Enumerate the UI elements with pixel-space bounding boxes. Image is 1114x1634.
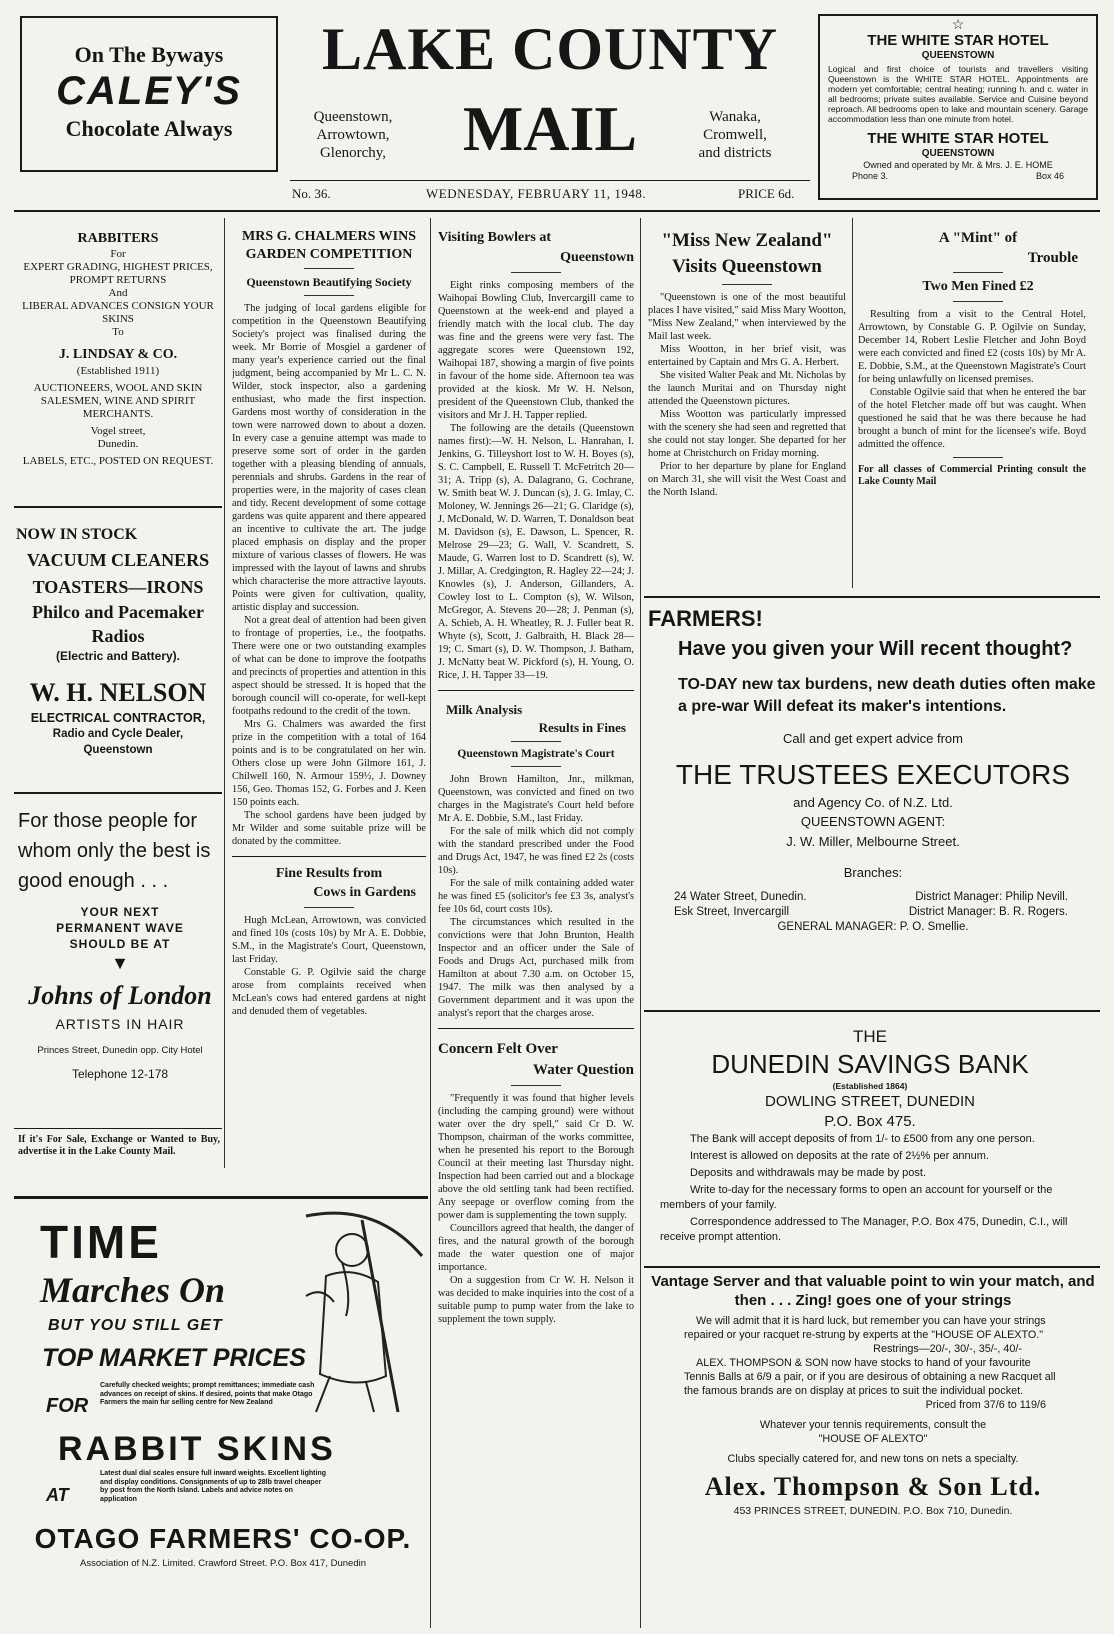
col1-rule-3 (14, 1128, 222, 1129)
hotel-title: THE WHITE STAR HOTEL (867, 32, 1049, 49)
bowlers-headline-b: Queenstown (560, 250, 634, 265)
water-head-rule (511, 1085, 561, 1086)
otago-top: TOP MARKET PRICES (42, 1344, 306, 1372)
col-rule-1 (224, 218, 225, 1168)
hotel-owner: Owned and operated by Mr. & Mrs. J. E. HOME (863, 160, 1053, 170)
bowlers-headline-a: Visiting Bowlers at (438, 230, 552, 245)
otago-rabbit: RABBIT SKINS (58, 1430, 336, 1468)
cows-p2: Constable G. P. Ogilvie said the charge arose from complaints received when McLean's cows had entered gardens at night and denuded them of vegetables. (232, 967, 426, 1017)
trustees-b2-left: Esk Street, Invercargill (674, 906, 790, 918)
hotel-body: Logical and first choice of tourists and travellers visiting Queenstown is the WHITE STAR HOTEL. Appointments are modern yet comfortable; central heating; running h. and c. water in all bedrooms; private suites available. Service and Cuisine beyond reproach. All bedrooms open to lake and mountain scenery. Garage accommodation less than one minute from hotel. (828, 64, 1088, 124)
water-p2: Councillors agreed that health, the danger of fires, and the natural growth of the borough made the water question one of major importance. (438, 1223, 634, 1273)
trustees-agent: QUEENSTOWN AGENT: (800, 814, 946, 829)
mint-headline-a: A "Mint" of (938, 230, 1018, 246)
col-rule-3 (640, 218, 641, 1628)
otago-name: OTAGO FARMERS' CO-OP. (34, 1523, 412, 1554)
trustees-branches: Branches: (843, 865, 903, 880)
star-icon: ☆ (951, 18, 965, 33)
bank-est: (Established 1864) (832, 1081, 908, 1091)
issue-number: No. 36. (292, 186, 331, 201)
johns-of-london-ad (18, 806, 222, 1126)
col-rule-2 (430, 218, 431, 1628)
masthead-title-bottom: MAIL (462, 93, 638, 164)
water-headline-b: Water Question (533, 1062, 634, 1078)
alexto-p1: We will admit that it is hard luck, but remember you can have your strings repaired or your racquet re-strung by experts at the "HOUSE OF ALEXTO." (684, 1315, 1046, 1341)
nelson-vac: VACUUM CLEANERS (26, 550, 210, 570)
miss-nz-p4: Miss Wootton was particularly impressed with the scenery she had seen and regretted that she could not stay longer. She departed for her home at Christchurch on Friday morning. (648, 409, 846, 459)
bank-p2: Interest is allowed on deposits at the rate of 2½% per annum. (690, 1150, 990, 1162)
cows-head-rule (304, 907, 354, 908)
bank-p3: Deposits and withdrawals may be made by post. (690, 1167, 927, 1179)
down-arrow-icon: ▼ (111, 953, 129, 973)
hotel-phone: Phone 3. (852, 171, 889, 181)
lindsay-title: RABBITERS (77, 231, 159, 246)
nelson-contr: ELECTRICAL CONTRACTOR, (30, 711, 206, 725)
bank-p1: The Bank will accept deposits of from 1/- to £500 from any one person. (690, 1133, 1035, 1145)
alexto-ad (648, 1272, 1098, 1630)
lindsay-l1: EXPERT GRADING, HIGHEST PRICES, PROMPT RETURNS (23, 261, 213, 286)
trustees-branch-2 (648, 905, 1098, 920)
otago-farmers-ad (18, 1206, 428, 1628)
alexto-addr: 453 PRINCES STREET, DUNEDIN. P.O. Box 710, Dunedin. (733, 1505, 1013, 1517)
miss-nz-body (648, 291, 846, 499)
water-headline-a: Concern Felt Over (438, 1041, 558, 1057)
miss-nz-headline-a: "Miss New Zealand" (661, 230, 833, 251)
johns-addr: Princes Street, Dunedin opp. City Hotel (37, 1045, 203, 1056)
miss-nz-p3: She visited Walter Peak and Mt. Nicholas by the launch Muritai and on Thursday night attended the Queenstown pictures. (648, 370, 846, 407)
bowlers-body (438, 279, 634, 682)
mint-p1: Resulting from a visit to the Central Hotel, Arrowtown, by Constable G. P. Ogilvie on Sunday, December 14, Robert Leslie Fletcher and John Boyd were each convicted and fined £2 (costs 10s) by Mr A. E. Dobbie, S.M., at the Queenstown Magistrate's Court for being unlawfully on licensed premises. (858, 309, 1086, 385)
col3-article (438, 228, 634, 1628)
nelson-toast: TOASTERS—IRONS (32, 577, 204, 597)
bank-body (660, 1132, 1080, 1245)
cows-p1: Hugh McLean, Arrowtown, was convicted and fined 10s (costs 10s) by Mr A. E. Dobbie, S.M., in the Magistrate's Court, Queenstown, last Friday. (232, 915, 426, 965)
mint-end-rule (953, 457, 1003, 458)
masthead-title-block (290, 14, 810, 190)
col4-article (648, 228, 846, 588)
johns-artists: ARTISTS IN HAIR (55, 1016, 185, 1032)
cows-body (232, 914, 426, 1018)
masthead-title-top: LAKE COUNTY (321, 16, 779, 82)
cows-headline-b: Cows in Gardens (313, 885, 416, 900)
trustees-b1-left: 24 Water Street, Dunedin. (674, 891, 807, 903)
col3-rule-1 (438, 690, 634, 691)
right-block-top-rule (644, 596, 1100, 598)
bank-the: THE (853, 1027, 887, 1046)
nelson-philco: Philco and Pacemaker Radios (32, 602, 204, 646)
otago-for-small: Carefully checked weights; prompt remittances; immediate cash advances on receipt of skins. If desired, points that make Otago Farmers the main fur selling centre for New Zealand (100, 1382, 315, 1406)
issue-date: WEDNESDAY, FEBRUARY 11, 1948. (426, 186, 647, 201)
milk-headline-a: Milk Analysis (446, 702, 523, 717)
col2-rule (232, 856, 426, 857)
garden-p3: Mrs G. Chalmers was awarded the first prize in the competition with a total of 164 points and is to be congratulated on her win. Others close up were John Gilmore 161, J. Chilwell 160, N. Armour 159½, J. Downey 156, Geo. Thomas 152, G. Forbes and J. Keen 150 points each. (232, 719, 426, 808)
milk-head-rule (511, 741, 561, 742)
trustees-gm: GENERAL MANAGER: P. O. Smellie. (777, 921, 969, 933)
caleys-ad (20, 16, 278, 172)
bank-bottom-rule (644, 1266, 1100, 1268)
bank-p4: Write to-day for the necessary forms to open an account for yourself or the members of your family. (660, 1184, 1053, 1211)
trustees-miller: J. W. Miller, Melbourne Street. (786, 834, 960, 849)
bank-p5: Correspondence addressed to The Manager, P.O. Box 475, Dunedin, C.I., will receive prompt attention. (660, 1216, 1068, 1243)
col-rule-4 (852, 218, 853, 588)
garden-subhead-rule (304, 295, 354, 296)
milk-p3: For the sale of milk containing added water he was fined £5 (solicitor's fee £3 3s, analyst's fee 10s 6d, court costs 10s). (438, 878, 634, 915)
garden-p4: The school gardens have been judged by Mr Wilder and some suitable prize will be donated by the committee. (232, 810, 426, 847)
cows-headline-a: Fine Results from (275, 866, 383, 881)
otago-at-small: Latest dual dial scales ensure full inward weights. Excellent lighting and display conditions. Consignments of up to 28lb travel cheaper by post from the North Island. Labels and advice notes on application (100, 1470, 326, 1503)
hotel-sub-2: QUEENSTOWN (921, 148, 995, 159)
lindsay-l3: AUCTIONEERS, WOOL AND SKIN SALESMEN, WINE AND SPIRIT MERCHANTS. (33, 382, 203, 420)
water-p1: "Frequently it was found that higher levels (including the camping ground) were without water over the dry spell," said Cr D. W. Thompson, chairman of the works committee, when he presented his report to the Borough Council at their meeting last Thursday night. Inspection had been carried out and a blockage above the old settling tank had been rectified. Any seepage or overflow coming from the power dam is supplementing the town supply. (438, 1093, 634, 1221)
lindsay-est: (Established 1911) (76, 365, 160, 377)
lindsay-for: For (110, 248, 126, 260)
trustees-today: TO-DAY new tax burdens, new death duties often make a pre-war Will defeat its maker's intentions. (678, 676, 1096, 715)
miss-nz-headline-b: Visits Queenstown (672, 256, 822, 277)
col5-filler: For all classes of Commercial Printing consult the Lake County Mail (858, 464, 1086, 487)
lindsay-to: To (112, 326, 124, 338)
garden-p1: The judging of local gardens eligible for competition in the Queenstown Beautifying Society's project was finalised during the week. Mr Borrie of Mosgiel a gardener of many year's experience carried out the final judgment, being accompanied by Mr L. C. N. Wilder, stock inspector, also a gardening enthusiast, who made the first inspection. Gardens most worthy of consideration in the town were narrowed down to about a dozen. In every case a genuine attempt was made to preserve some sort of order in the garden together with a pleasing blending of annuals, perennials and shrubs. Gardens in the rear of properties were, in the majority of cases clean and tidy. Recent development of some cottage gardens was quite apparent and there appeared an incentive to cultivate the art. The judge placed emphasis on display and the proper mixture of various classes of flowers. He was impressed with the layout of lawns and shrubs which characterise the more attractive layouts. Points were given for cultivation, quality, artistic display and succession. (232, 303, 426, 613)
lindsay-l2: LIBERAL ADVANCES CONSIGN YOUR SKINS (22, 300, 214, 325)
mint-p2: Constable Ogilvie said that when he entered the bar of the hotel Fletcher made off but was caught. When questioned he said that he was there because he had brought a bunch of mint for the licensee's wife. Boyd admitted the offence. (858, 387, 1086, 450)
col1-rule-2 (14, 792, 222, 794)
alexto-p3: Whatever your tennis requirements, consult the (759, 1419, 987, 1431)
johns-brand: Johns of London (28, 981, 212, 1010)
miss-nz-head-rule (722, 284, 772, 285)
col1-filler: If it's For Sale, Exchange or Wanted to Buy, advertise it in the Lake County Mail. (18, 1134, 220, 1157)
nelson-dealer: Radio and Cycle Dealer, (52, 728, 184, 740)
miss-nz-p5: Prior to her departure by plane for England on March 31, she will visit the West Coast and the North Island. (648, 461, 846, 498)
milk-p2: For the sale of milk which did not comply with the standard prescribed under the Food and Drugs Act, 1947, he was fined £2 2s (costs 10s). (438, 826, 634, 876)
bowlers-p2: The following are the details (Queenstown names first):—W. H. Nelson, L. Hanrahan, I. Jenkins, G. Tilleyshort lost to W. H. Boyes (s), S. C. Campbell, E. Russell T. McFetritch 20—31; A. Tripp (s), A. Dalagrano, G. Cochrane, W. Smith beat W. J. Duncan (s), J. G. Imlay, C. Moloney, W. Jennings 26—21; G. Claridge (s), J. McDonald, W. D. Warren, T. Donaldson beat M. Davidson (s), E. Dawson, L. Spencer, R. Melrose 29—23; G. Wall, V. Scandrett, S. Maude, G. Warren lost to D. Scandrett (s), W. J. Millar, A. Credgington, R. Hagley 22—24; J. Knowles (s), J. Anderson, Gillanders, A. Cowley lost to L. Compton (s), W. Wilson, McGregor, A. Stevens 20—28; J. Penman (s), A. Schieb, A. H. Wheatley, R. J. Fuller beat R. Whyte (s), Scott, J. Galbraith, H. Black 28—19; C. Smart (s), D. W. Thompson, J. Batham, J. McNatty beat W. Pickford (s), H. Young, O. Rice, J. H. Tapper 33—19. (438, 423, 634, 681)
trustees-farmers: FARMERS! (648, 606, 763, 631)
bank-name: DUNEDIN SAVINGS BANK (711, 1049, 1029, 1079)
trustees-ad (648, 604, 1098, 1004)
garden-subhead: Queenstown Beautifying Society (246, 275, 412, 289)
alexto-house: "HOUSE OF ALEXTO" (818, 1433, 928, 1445)
bowlers-head-rule (511, 272, 561, 273)
otago-at: AT (46, 1485, 69, 1505)
otago-time: TIME (40, 1216, 162, 1268)
lindsay-and: And (108, 287, 128, 299)
milk-body (438, 773, 634, 1020)
masthead-places-left: Queenstown, Arrowtown, Glenorchy, (313, 109, 393, 161)
alexto-name: Alex. Thompson & Son Ltd. (704, 1472, 1042, 1501)
trustees-b1-right: District Manager: Philip Nevill. (915, 891, 1068, 903)
mint-headline-b: Trouble (1027, 250, 1078, 266)
nelson-elec: (Electric and Battery). (55, 649, 181, 663)
lindsay-ad (16, 230, 220, 498)
water-p3: On a suggestion from Cr W. H. Nelson it was decided to make inquiries into the cost of a suitable pump to pump water from the lake to supplement the town supply. (438, 1275, 634, 1325)
white-star-hotel-ad (818, 14, 1098, 200)
caleys-brand: CALEY'S (56, 69, 242, 113)
lindsay-l4: LABELS, ETC., POSTED ON REQUEST. (22, 455, 214, 467)
bowlers-p1: Eight rinks composing members of the Waihopai Bowling Club, Invercargill came to Queenstown at the week-end and played a friendly match with the local club. The day was fine and the greens were very fast. The aggregate scores were Queenstown 192, Waihopai 187, showing a margin of five points in favour of the home side. Afternoon tea was provided at the kiosk. Mr W. H. Nelson, president of the Queenstown Club, thanked the visitors and Mr J. H. Tapper replied. (438, 280, 634, 421)
milk-subhead: Queenstown Magistrate's Court (457, 748, 615, 760)
otago-assoc: Association of N.Z. Limited. Crawford Street. P.O. Box 417, Dunedin (79, 1558, 367, 1569)
savings-bank-ad (660, 1026, 1080, 1262)
alexto-prices: Restrings—20/-, 30/-, 35/-, 40/- (873, 1343, 1022, 1355)
otago-top-rule (14, 1196, 428, 1199)
caleys-line1: On The Byways (74, 42, 224, 67)
hotel-box: Box 46 (1035, 171, 1064, 181)
masthead-rule (290, 180, 810, 181)
hotel-contact (828, 171, 1088, 182)
johns-wave: YOUR NEXT PERMANENT WAVE SHOULD BE AT (56, 905, 184, 951)
alexto-clubs: Clubs specially catered for, and new tons on nets a specialty. (727, 1453, 1019, 1465)
milk-headline-b: Results in Fines (538, 720, 626, 735)
otago-for: FOR (46, 1395, 89, 1417)
trustees-question: Have you given your Will recent thought? (678, 638, 1073, 660)
mint-body (858, 308, 1098, 451)
johns-text: For those people for whom only the best is good enough . . . (18, 810, 211, 892)
johns-tel: Telephone 12-178 (71, 1067, 169, 1081)
col2-article (232, 228, 426, 1162)
col1-rule-1 (14, 506, 222, 508)
caleys-line2: Chocolate Always (65, 116, 233, 141)
bank-street: DOWLING STREET, DUNEDIN (764, 1093, 975, 1110)
mint-head-rule (953, 272, 1003, 273)
trustees-name: THE TRUSTEES EXECUTORS (675, 759, 1071, 790)
garden-head-rule (304, 268, 354, 269)
alexto-body (648, 1310, 1098, 1466)
garden-headline: MRS G. CHALMERS WINS GARDEN COMPETITION (242, 229, 416, 262)
masthead-places-right: Wanaka, Cromwell, and districts (698, 109, 772, 161)
trustees-bottom-rule (644, 1010, 1100, 1012)
bank-box: P.O. Box 475. (824, 1113, 916, 1130)
garden-body (232, 302, 426, 848)
lindsay-addr1: Vogel street, (90, 425, 146, 437)
lindsay-addr2: Dunedin. (97, 438, 139, 450)
hotel-sub: QUEENSTOWN (921, 50, 995, 61)
mint-subhead-rule (953, 301, 1003, 302)
trustees-b2-right: District Manager: B. R. Rogers. (908, 906, 1068, 918)
miss-nz-p1: "Queenstown is one of the most beautiful places I have visited," said Miss Mary Wootton, "Miss New Zealand," when interviewed by the Mail last week. (648, 292, 846, 342)
otago-marches: Marches On (40, 1270, 226, 1310)
miss-nz-p2: Miss Wootton, in her brief visit, was entertained by Captain and Mrs G. A. Herbert. (648, 344, 846, 368)
milk-p4: The circumstances which resulted in the convictions were that John Brunton, Health Inspector and an officer under the Sale of Foods and Drugs Act, purchased milk from Hamilton at about 7.30 a.m. on October 15, 1947. The milk was then analysed by a Government department and it was upon the analyst's report that the charges arose. (438, 917, 634, 1019)
trustees-agency: and Agency Co. of N.Z. Ltd. (793, 795, 953, 810)
lindsay-firm: J. LINDSAY & CO. (58, 347, 178, 362)
otago-but: BUT YOU STILL GET (48, 1317, 223, 1334)
col5-article (858, 228, 1098, 588)
nelson-name: W. H. NELSON (29, 678, 207, 707)
garden-p2: Not a great deal of attention had been given to frontage of properties, i.e., the footpaths. There were one or two outstanding examples of what can be done to improve the footpaths and precincts of properties and attention in this aspect should be stressed. It is hoped that the borough council will co-operate, for well-kept footpaths redound to the credit of the town. (232, 615, 426, 717)
trustees-call: Call and get expert advice from (783, 731, 963, 746)
nelson-town: Queenstown (83, 744, 153, 756)
alexto-headline: Vantage Server and that valuable point to win your match, and then . . . Zing! goes one of your strings (651, 1273, 1095, 1309)
nelson-stock: NOW IN STOCK (16, 526, 138, 543)
alexto-priced: Priced from 37/6 to 119/6 (925, 1399, 1046, 1411)
hotel-title-2: THE WHITE STAR HOTEL (867, 130, 1049, 147)
milk-p1: John Brown Hamilton, Jnr., milkman, Queenstown, was convicted and fined on two charges in the Magistrate's Court held before Mr A. E. Dobbie, S.M., last Friday. (438, 774, 634, 824)
issue-price: PRICE 6d. (738, 186, 795, 201)
masthead-bottom-rule (14, 210, 1100, 212)
milk-subhead-rule (511, 766, 561, 767)
alexto-p2: ALEX. THOMPSON & SON now have stocks to hand of your favourite Tennis Balls at 6/9 a pair, or if you are desirous of obtaining a new Racquet all the famous brands are on display at prices to suit the individual pocket. (684, 1357, 1056, 1397)
nelson-ad (16, 524, 220, 784)
water-body (438, 1092, 634, 1326)
mint-subhead: Two Men Fined £2 (922, 279, 1034, 294)
trustees-branch-1 (648, 890, 1098, 905)
col3-rule-2 (438, 1028, 634, 1029)
